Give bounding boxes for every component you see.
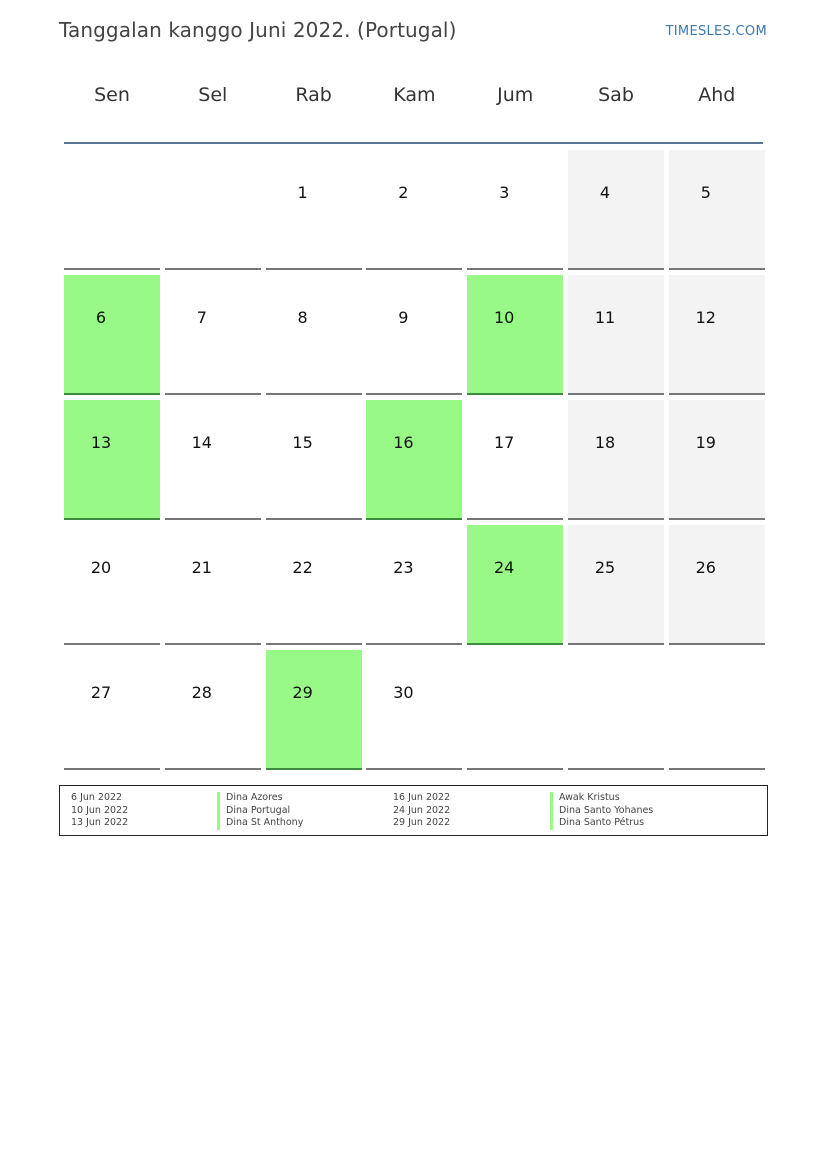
legend-date: 6 Jun 2022 — [71, 792, 123, 803]
day-number: 27 — [90, 683, 112, 702]
weekday-label: Ahd — [698, 84, 736, 106]
legend-dates-right — [393, 792, 450, 830]
day-number: 17 — [494, 433, 515, 452]
legend-holiday-name: Dina Azores — [217, 792, 303, 805]
day-number: 21 — [191, 558, 212, 577]
day-cell[interactable] — [366, 275, 462, 395]
empty-day-cell — [568, 650, 664, 770]
day-number: 14 — [191, 433, 212, 452]
legend-date: 10 Jun 2022 — [71, 804, 129, 816]
day-cell[interactable] — [266, 400, 362, 520]
day-cell[interactable] — [669, 275, 765, 395]
day-number: 1 — [297, 183, 308, 202]
day-cell[interactable] — [669, 150, 765, 270]
day-cell[interactable] — [266, 150, 362, 270]
day-number: 7 — [196, 308, 207, 327]
day-number: 15 — [292, 433, 313, 452]
day-cell[interactable] — [165, 525, 261, 645]
day-number: 10 — [494, 308, 515, 327]
day-number: 3 — [499, 183, 510, 202]
day-number: 9 — [398, 308, 409, 327]
day-cell[interactable] — [467, 525, 563, 645]
day-number: 24 — [494, 558, 515, 577]
day-cell[interactable] — [266, 525, 362, 645]
day-number: 30 — [393, 683, 414, 702]
legend-holiday-name: Awak Kristus — [550, 792, 653, 805]
day-number: 19 — [695, 433, 716, 452]
day-number: 22 — [292, 558, 313, 577]
day-cell[interactable] — [568, 275, 664, 395]
day-cell[interactable] — [467, 400, 563, 520]
day-cell[interactable] — [568, 525, 664, 645]
day-number: 28 — [191, 683, 212, 702]
day-cell[interactable] — [366, 150, 462, 270]
empty-day-cell — [669, 650, 765, 770]
weekday-label: Jum — [497, 84, 534, 106]
day-number: 11 — [594, 308, 616, 327]
legend-date: 29 Jun 2022 — [393, 817, 451, 828]
day-cell[interactable] — [366, 650, 462, 770]
day-number: 25 — [594, 558, 616, 577]
day-number: 8 — [297, 308, 308, 327]
day-cell[interactable] — [568, 400, 664, 520]
calendar-grid — [64, 150, 763, 770]
legend-holiday-name: Dina Santo Pétrus — [550, 817, 653, 830]
weekday-label: Sel — [198, 84, 228, 106]
weekday-label: Sab — [598, 84, 634, 106]
brand-link[interactable]: TIMESLES.COM — [665, 24, 767, 39]
legend-dates-left — [71, 792, 128, 830]
day-number: 18 — [594, 433, 616, 452]
day-cell[interactable] — [165, 650, 261, 770]
day-number: 6 — [95, 308, 107, 327]
day-number: 13 — [90, 433, 112, 452]
day-cell[interactable] — [366, 525, 462, 645]
day-cell[interactable] — [165, 400, 261, 520]
legend-date: 13 Jun 2022 — [71, 817, 129, 828]
empty-day-cell — [467, 650, 563, 770]
day-cell[interactable] — [165, 275, 261, 395]
weekday-label: Rab — [295, 84, 332, 106]
empty-day-cell — [165, 150, 261, 270]
legend-date: 24 Jun 2022 — [393, 804, 451, 816]
legend-names-left — [217, 792, 303, 830]
day-cell[interactable] — [467, 275, 563, 395]
day-cell[interactable] — [266, 275, 362, 395]
legend-holiday-name: Dina St Anthony — [217, 817, 303, 830]
day-number: 12 — [695, 308, 716, 327]
legend-names-right — [550, 792, 653, 830]
day-number: 16 — [393, 433, 414, 452]
header-divider — [64, 142, 763, 144]
day-number: 23 — [393, 558, 414, 577]
day-cell[interactable] — [64, 275, 160, 395]
weekday-label: Kam — [393, 84, 436, 106]
day-cell[interactable] — [366, 400, 462, 520]
day-cell[interactable] — [568, 150, 664, 270]
day-cell[interactable] — [669, 400, 765, 520]
holiday-legend — [59, 785, 768, 836]
day-cell[interactable] — [64, 400, 160, 520]
empty-day-cell — [64, 150, 160, 270]
day-number: 4 — [599, 183, 611, 202]
day-cell[interactable] — [467, 150, 563, 270]
day-number: 26 — [695, 558, 716, 577]
legend-holiday-name: Dina Santo Yohanes — [550, 805, 653, 818]
legend-date: 16 Jun 2022 — [393, 792, 451, 803]
day-cell[interactable] — [266, 650, 362, 770]
day-number: 29 — [292, 683, 313, 702]
legend-holiday-name: Dina Portugal — [217, 805, 303, 818]
day-cell[interactable] — [64, 650, 160, 770]
page-title: Tanggalan kanggo Juni 2022. (Portugal) — [59, 18, 457, 42]
day-number: 20 — [90, 558, 112, 577]
day-number: 2 — [398, 183, 409, 202]
day-number: 5 — [700, 183, 711, 202]
day-cell[interactable] — [669, 525, 765, 645]
day-cell[interactable] — [64, 525, 160, 645]
weekday-header — [64, 84, 763, 124]
weekday-label: Sen — [94, 84, 130, 106]
